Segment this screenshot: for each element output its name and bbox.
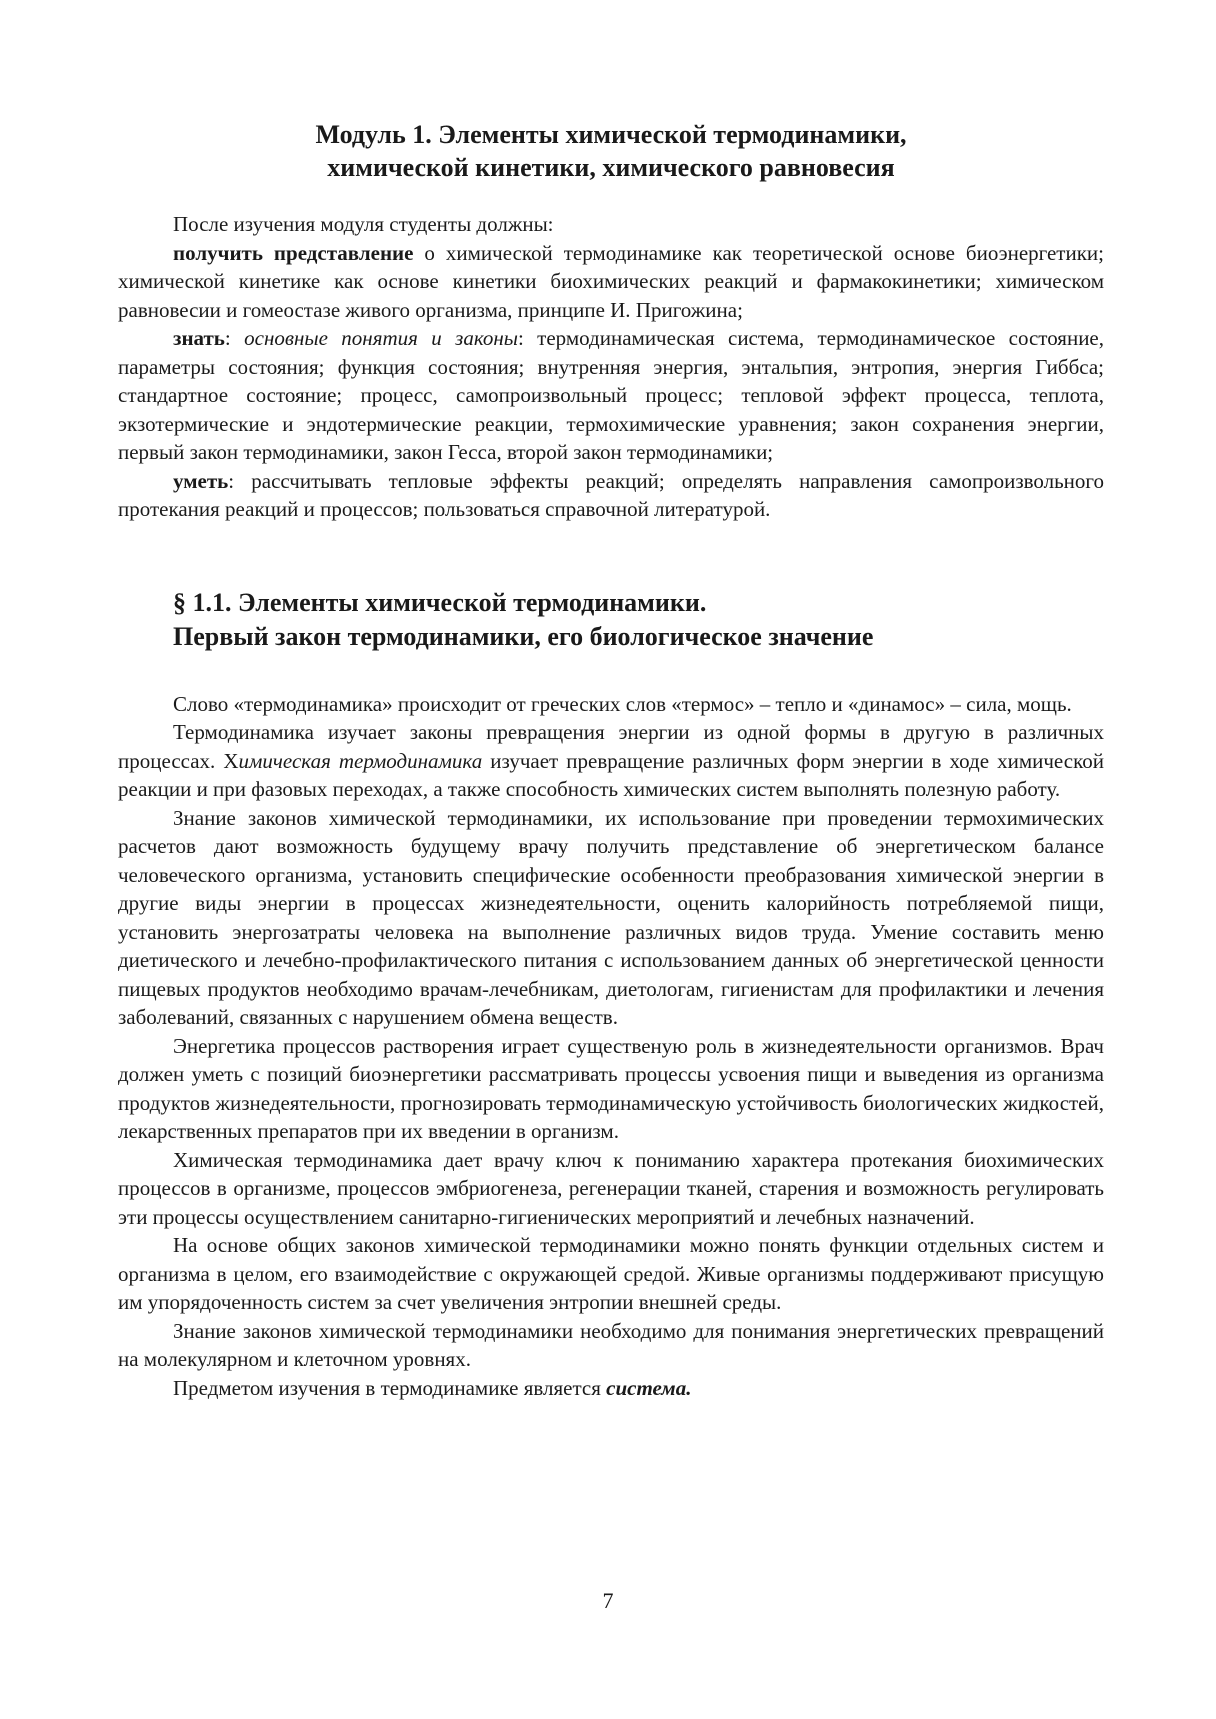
module-title-line-1: Модуль 1. Элементы химической термодинамики, [315,120,907,149]
paragraph-2-italic: имическая термодинамика [238,748,483,773]
section-title [173,586,1104,654]
paragraph-2 [118,718,1104,804]
module-title [118,118,1104,184]
paragraph-4: Энергетика процессов растворения играет существеную роль в жизнедеятельности организмов. Врач должен уметь с позиций биоэнергетики рассматривать процессы усвоения пищи и выведения из организма продуктов жизнедеятельности, прогнозировать термодинамическую устойчивость биологических жидкостей, лекарственных препаратов при их введении в организм. [118,1033,1104,1143]
page-number: 7 [602,1588,614,1613]
objective-know-colon: : [224,326,245,350]
section-title-line-1: § 1.1. Элементы химической термодинамики. [173,587,707,617]
objectives-lead: После изучения модуля студенты должны: [173,212,554,236]
paragraph-6: На основе общих законов химической термодинамики можно понять функции отдельных систем и организма в целом, его взаимодействие с окружающей средой. Живые организмы поддерживают присущую им упорядоченность систем за счет увеличения энтропии внешней среды. [118,1233,1104,1314]
module-title-line-2: химической кинетики, химического равновесия [327,153,895,182]
paragraph-3: Знание законов химической термодинамики, их использование при проведении термохимических расчетов дают возможность будущему врачу получить представление об энергетическом балансе человеческого организма, установить специфические особенности преобразования химической энергии в другие виды энергии в процессах жизнедеятельности, оценить калорийность потребляемой пищи, установить энергозатраты человека на выполнение различных видов труда. Умение составить меню диетического и лечебно-профилактического питания с использованием данных об энергетической ценности пищевых продуктов необходимо врачам-лечебникам, диетологам, гигиенистам для профилактики и лечения заболеваний, связанных с нарушением обмена веществ. [118,805,1104,1029]
objective-can-text: : рассчитывать тепловые эффекты реакций; определять направления самопроизвольного протекания реакций и процессов; пользоваться справочной литературой. [118,468,1104,521]
objective-know-italic: основные понятия и законы [244,326,518,350]
objective-know [118,324,1104,467]
objective-get-idea-text: о химической термодинамике как теоретической основе биоэнергетики; химической кинетике как основе кинетики биохимических реакций и фармакокинетики; химическом равновесии и гомеостазе живого организма, принципе И. Пригожина; [118,240,1105,322]
objective-know-text: : термодинамическая система, термодинамическое состояние, параметры состояния; функция состояния; внутренняя энергия, энтальпия, энтропия, энергия Гиббса; стандартное состояние; процесс, самопроизвольный процесс; тепловой эффект процесса, теплота, экзотермические и эндотермические реакции, термохимические уравнения; закон сохранения энергии, первый закон термодинамики, закон Гесса, второй закон термодинамики; [118,326,1104,464]
paragraph-5: Химическая термодинамика дает врачу ключ к пониманию характера протекания биохимических процессов в организме, процессов эмбриогенеза, регенерации тканей, старения и возможность регулировать эти процессы осуществлением санитарно-гигиенических мероприятий и лечебных назначений. [118,1147,1104,1229]
objective-know-label: знать [173,326,225,350]
paragraph-7: Знание законов химической термодинамики необходимо для понимания энергетических превращений на молекулярном и клеточном уровнях. [118,1318,1104,1371]
paragraph-8-bold-italic: система. [606,1375,692,1400]
objective-can [118,467,1104,524]
paragraph-1: Слово «термодинамика» происходит от греческих слов «термос» – тепло и «динамос» – сила, мощь. [173,691,1072,716]
paragraph-2-end: изучает превращение различных форм энергии в ходе химической реакции и при фазовых переходах, а также способность химических систем выполнять полезную работу. [118,748,1104,801]
paragraph-2-start: Термодинамика изучает законы превращения энергии из одной формы в другую в различных процессах. Х [118,720,1104,773]
section-title-line-2: Первый закон термодинамики, его биологическое значение [173,621,874,651]
objective-get-idea-label: получить представление [173,240,414,265]
paragraph-8-start: Предметом изучения в термодинамике является [173,1375,607,1400]
paragraph-8 [118,1374,1104,1403]
page-content [118,118,1104,1402]
objective-can-label: уметь [173,468,229,493]
objective-get-idea [118,239,1104,325]
